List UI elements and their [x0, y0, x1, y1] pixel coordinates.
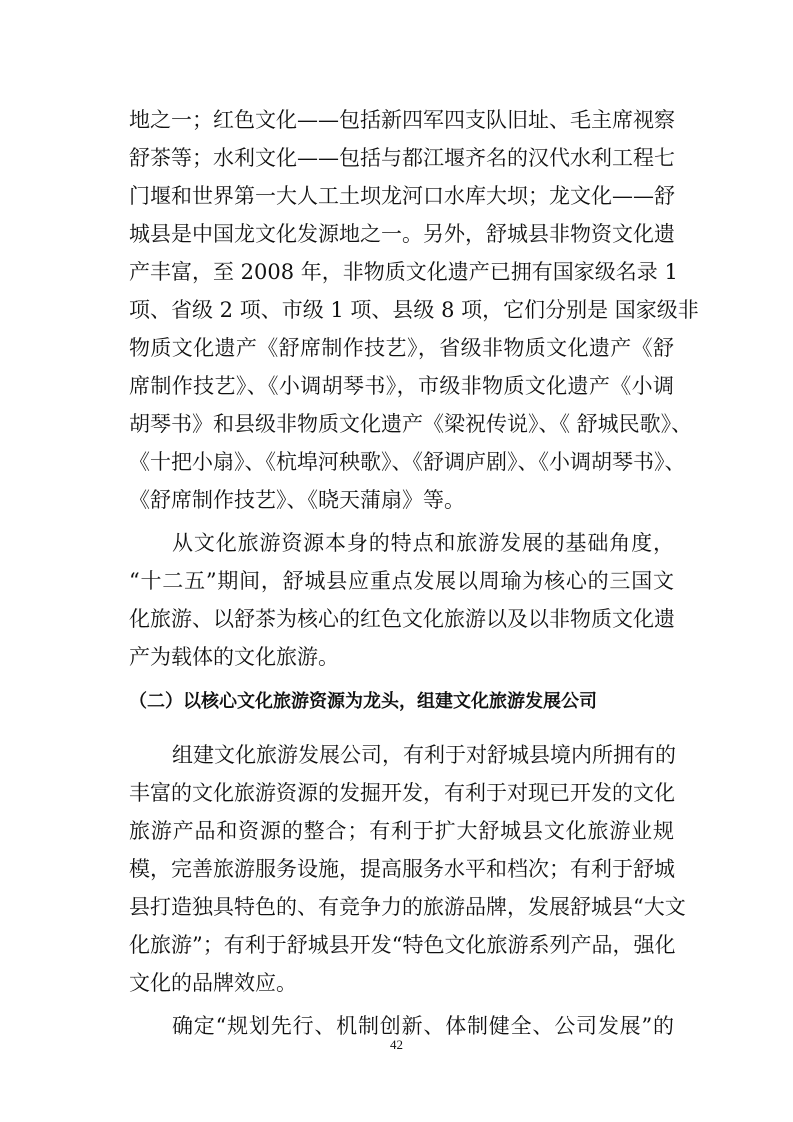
body-text-line: 物质文化遗产《舒席制作技艺》，省级非物质文化遗产《舒	[129, 336, 674, 360]
body-text-line: 县打造独具特色的、有竞争力的旅游品牌，发展舒城县“大文	[129, 895, 686, 919]
body-text-line: 门堰和世界第一大人工土坝龙河口水库大坝；龙文化——舒	[129, 184, 675, 208]
body-text-line: 组建文化旅游发展公司，有利于对舒城县境内所拥有的	[172, 743, 676, 767]
body-text-line: 化旅游、以舒茶为核心的红色文化旅游以及以非物质文化遗	[129, 607, 675, 631]
body-text-line: 席制作技艺》、《小调胡琴书》，市级非物质文化遗产《小调	[129, 374, 674, 398]
body-text-line: 《舒席制作技艺》、《晓天蒲扇》等。	[129, 488, 465, 512]
body-text-line: 项、省级 2 项、市级 1 项、县级 8 项，它们分别是 国家级非	[129, 298, 699, 322]
body-text-line: 文化的品牌效应。	[129, 971, 297, 995]
body-text-line: 模，完善旅游服务设施，提高服务水平和档次；有利于舒城	[129, 857, 675, 881]
page-number: 42	[390, 1037, 403, 1052]
body-text-line: 丰富的文化旅游资源的发掘开发，有利于对现已开发的文化	[129, 781, 675, 805]
body-text-line: 产丰富，至 2008 年，非物质文化遗产已拥有国家级名录 1	[129, 260, 678, 284]
body-text-line: “十二五”期间，舒城县应重点发展以周瑜为核心的三国文	[129, 569, 674, 593]
body-text-line: 确定“规划先行、机制创新、体制健全、公司发展”的	[172, 1014, 674, 1038]
section-heading: （二）以核心文化旅游资源为龙头，组建文化旅游发展公司	[129, 691, 597, 712]
body-text-line: 旅游产品和资源的整合；有利于扩大舒城县文化旅游业规	[129, 819, 674, 843]
body-text-line: 从文化旅游资源本身的特点和旅游发展的基础角度，	[172, 531, 674, 555]
body-text-line: 舒茶等；水利文化——包括与都江堰齐名的汉代水利工程七	[129, 146, 675, 170]
body-text-line: 化旅游”；有利于舒城县开发“特色文化旅游系列产品，强化	[129, 933, 676, 957]
body-text-line: 地之一；红色文化——包括新四军四支队旧址、毛主席视察	[129, 108, 675, 132]
body-text-line: 产为载体的文化旅游。	[129, 645, 339, 669]
body-text-line: 《十把小扇》、《杭埠河秧歌》、《舒调庐剧》、《小调胡琴书》、	[129, 450, 686, 474]
body-text-line: 胡琴书》和县级非物质文化遗产《梁祝传说》、《 舒城民歌》、	[129, 412, 693, 436]
body-text-line: 城县是中国龙文化发源地之一。另外，舒城县非物资文化遗	[129, 222, 675, 246]
